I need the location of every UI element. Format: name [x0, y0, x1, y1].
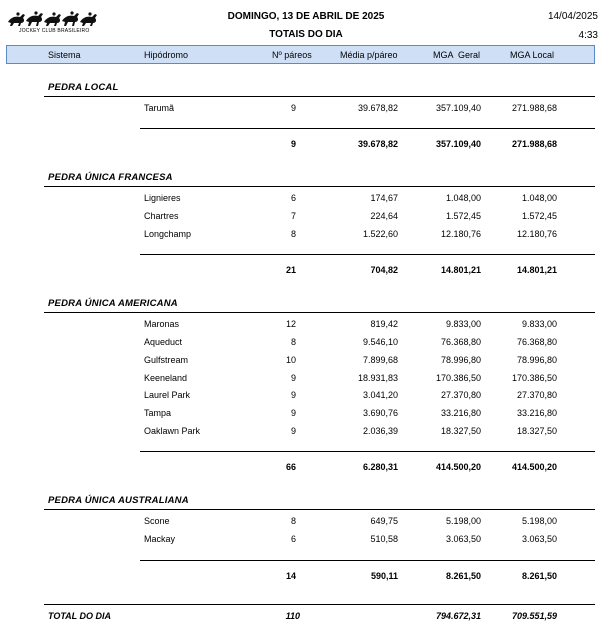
subtotal-cell-mga-local: 14.801,21: [516, 265, 557, 275]
table-row-cell-hipodromo: Chartres: [144, 211, 179, 221]
section-title: PEDRA LOCAL: [48, 82, 119, 93]
table-row-cell-mga-local: 9.833,00: [521, 319, 557, 329]
table-row-cell-mga-geral: 5.198,00: [445, 516, 481, 526]
subtotal-rule: [140, 451, 595, 452]
col-mga-geral: MGA Geral: [433, 50, 481, 60]
table-row-cell-mga-local: 170.386,50: [511, 373, 557, 383]
section-rule: [44, 312, 595, 313]
table-row-cell-mga-geral: 1.572,45: [445, 211, 481, 221]
table-row-cell-hipodromo: Tarumã: [144, 103, 175, 113]
table-row-cell-media: 3.041,20: [362, 390, 398, 400]
table-row-cell-mga-geral: 12.180,76: [440, 229, 481, 239]
grand-total-pareos: 110: [285, 611, 300, 621]
grand-total-rule: [44, 604, 595, 605]
table-row-cell-mga-geral: 78.996,80: [440, 355, 481, 365]
subtotal-cell-mga-local: 8.261,50: [521, 571, 557, 581]
subtotal-cell-mga-local: 414.500,20: [511, 462, 557, 472]
table-row-cell-media: 649,75: [370, 516, 398, 526]
table-row-cell-media: 174,67: [370, 193, 398, 203]
subtotal-cell-mga-geral: 414.500,20: [435, 462, 481, 472]
table-row-cell-pareos: 9: [290, 408, 296, 418]
section-title: PEDRA ÚNICA FRANCESA: [48, 172, 173, 183]
table-row-cell-hipodromo: Maronas: [144, 319, 180, 329]
table-row-cell-media: 39.678,82: [357, 103, 398, 113]
subtotal-cell-media: 704,82: [370, 265, 398, 275]
subtotal-cell-pareos: 9: [290, 139, 296, 149]
table-row-cell-mga-geral: 27.370,80: [440, 390, 481, 400]
table-row-cell-media: 18.931,83: [357, 373, 398, 383]
table-row-cell-media: 1.522,60: [362, 229, 398, 239]
table-row-cell-mga-local: 18.327,50: [516, 426, 557, 436]
table-row-cell-mga-local: 33.216,80: [516, 408, 557, 418]
section-rule: [44, 509, 595, 510]
subtotal-cell-media: 590,11: [370, 571, 398, 581]
table-row-cell-hipodromo: Longchamp: [144, 229, 192, 239]
table-row-cell-mga-geral: 76.368,80: [440, 337, 481, 347]
table-row-cell-mga-local: 5.198,00: [521, 516, 557, 526]
table-row-cell-mga-local: 76.368,80: [516, 337, 557, 347]
table-row-cell-mga-geral: 9.833,00: [445, 319, 481, 329]
table-row-cell-mga-local: 1.048,00: [521, 193, 557, 203]
report-date: 14/04/2025: [547, 11, 598, 22]
table-row-cell-mga-geral: 33.216,80: [440, 408, 481, 418]
subtotal-cell-mga-local: 271.988,68: [511, 139, 557, 149]
grand-total-mga-local: 709.551,59: [511, 611, 557, 621]
subtotal-cell-mga-geral: 8.261,50: [445, 571, 481, 581]
table-row-cell-pareos: 9: [290, 426, 296, 436]
table-row-cell-hipodromo: Gulfstream: [144, 355, 189, 365]
subtotal-cell-mga-geral: 14.801,21: [440, 265, 481, 275]
table-row-cell-mga-geral: 3.063,50: [445, 534, 481, 544]
table-row-cell-pareos: 8: [290, 516, 296, 526]
grand-total-mga-geral: 794.672,31: [435, 611, 481, 621]
table-row-cell-hipodromo: Tampa: [144, 408, 172, 418]
subtotal-rule: [140, 560, 595, 561]
table-row-cell-pareos: 12: [285, 319, 296, 329]
col-media: Média p/páreo: [340, 50, 398, 60]
column-header-bar: [6, 45, 595, 64]
col-mga-local: MGA Local: [510, 50, 555, 60]
grand-total-label: TOTAL DO DIA: [48, 611, 111, 621]
col-hipodromo: Hipódromo: [144, 50, 189, 60]
table-row-cell-hipodromo: Keeneland: [144, 373, 188, 383]
table-row-cell-mga-geral: 18.327,50: [440, 426, 481, 436]
table-row-cell-mga-local: 3.063,50: [521, 534, 557, 544]
subtotal-rule: [140, 128, 595, 129]
subtotal-cell-media: 6.280,31: [362, 462, 398, 472]
table-row-cell-pareos: 6: [290, 534, 296, 544]
col-sistema: Sistema: [48, 50, 81, 60]
table-row-cell-hipodromo: Aqueduct: [144, 337, 183, 347]
table-row-cell-media: 2.036,39: [362, 426, 398, 436]
table-row-cell-mga-local: 27.370,80: [516, 390, 557, 400]
table-row-cell-pareos: 8: [290, 229, 296, 239]
table-row-cell-mga-local: 1.572,45: [521, 211, 557, 221]
logo-text: JOCKEY CLUB BRASILEIRO: [19, 28, 90, 34]
table-row-cell-pareos: 7: [290, 211, 296, 221]
table-row-cell-pareos: 9: [290, 373, 296, 383]
subtotal-cell-pareos: 14: [285, 571, 296, 581]
table-row-cell-pareos: 6: [290, 193, 296, 203]
table-row-cell-hipodromo: Mackay: [144, 534, 176, 544]
table-row-cell-media: 3.690,76: [362, 408, 398, 418]
subtotal-cell-pareos: 66: [285, 462, 296, 472]
table-row-cell-media: 9.546,10: [362, 337, 398, 347]
table-row-cell-mga-geral: 1.048,00: [445, 193, 481, 203]
report-title: DOMINGO, 13 DE ABRIL DE 2025: [227, 11, 385, 22]
table-row-cell-hipodromo: Laurel Park: [144, 390, 191, 400]
report-subtitle: TOTAIS DO DIA: [269, 29, 343, 40]
table-row-cell-pareos: 9: [290, 390, 296, 400]
table-row-cell-pareos: 10: [285, 355, 296, 365]
col-pareos: Nº páreos: [272, 50, 312, 60]
table-row-cell-mga-geral: 357.109,40: [435, 103, 481, 113]
table-row-cell-pareos: 8: [290, 337, 296, 347]
table-row-cell-pareos: 9: [290, 103, 296, 113]
table-row-cell-mga-local: 271.988,68: [511, 103, 557, 113]
section-title: PEDRA ÚNICA AMERICANA: [48, 298, 178, 309]
subtotal-rule: [140, 254, 595, 255]
table-row-cell-mga-local: 12.180,76: [516, 229, 557, 239]
subtotal-cell-pareos: 21: [285, 265, 296, 275]
report-time: 4:33: [578, 30, 598, 41]
table-row-cell-media: 819,42: [370, 319, 398, 329]
table-row-cell-hipodromo: Lignieres: [144, 193, 181, 203]
table-row-cell-hipodromo: Scone: [144, 516, 170, 526]
subtotal-cell-media: 39.678,82: [357, 139, 398, 149]
subtotal-cell-mga-geral: 357.109,40: [435, 139, 481, 149]
table-row-cell-mga-geral: 170.386,50: [435, 373, 481, 383]
table-row-cell-media: 224,64: [370, 211, 398, 221]
table-row-cell-media: 7.899,68: [362, 355, 398, 365]
section-rule: [44, 96, 595, 97]
section-rule: [44, 186, 595, 187]
table-row-cell-media: 510,58: [370, 534, 398, 544]
section-title: PEDRA ÚNICA AUSTRALIANA: [48, 495, 189, 506]
table-row-cell-mga-local: 78.996,80: [516, 355, 557, 365]
table-row-cell-hipodromo: Oaklawn Park: [144, 426, 201, 436]
